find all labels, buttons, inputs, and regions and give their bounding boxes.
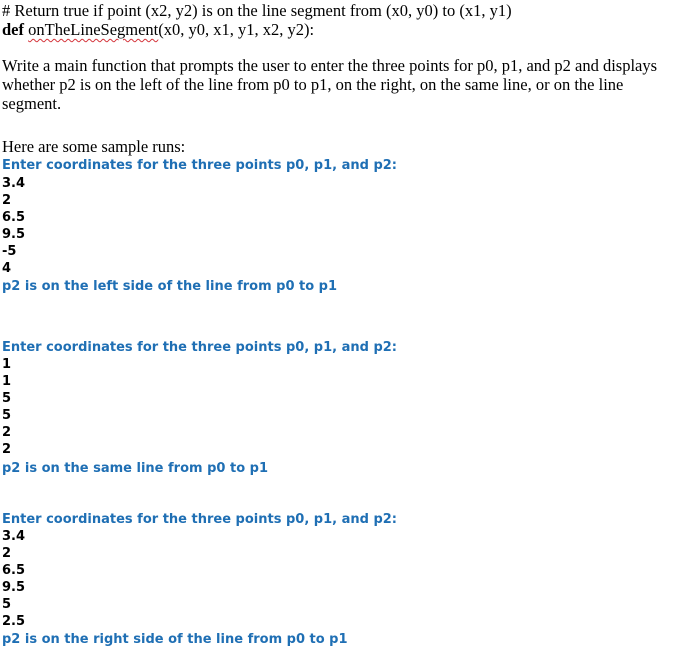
run-1-input: 4 (2, 261, 12, 276)
samples-intro: Here are some sample runs: (2, 137, 186, 156)
run-1-input: -5 (2, 244, 17, 259)
function-name: onTheLineSegment (28, 20, 159, 39)
run-3-input: 6.5 (2, 563, 26, 578)
run-1-input: 9.5 (2, 227, 26, 242)
run-2-result: p2 is on the same line from p0 to p1 (2, 461, 268, 476)
description-paragraph: Write a main function that prompts the user to enter the three points for p0, p1, and p2 and displays whether p2 is on the left of the line from p0 to p1, on the right, on the same line, or on the line segment. (2, 56, 658, 113)
run-3-input: 3.4 (2, 529, 26, 544)
run-1-result: p2 is on the left side of the line from p0 to p1 (2, 279, 338, 294)
run-2-input: 2 (2, 425, 12, 440)
run-1-input: 2 (2, 193, 12, 208)
run-3-input: 5 (2, 597, 12, 612)
run-2-prompt: Enter coordinates for the three points p0, p1, and p2: (2, 340, 398, 355)
header-comment: # Return true if point (x2, y2) is on the line segment from (x0, y0) to (x1, y1) (2, 1, 512, 20)
function-params: (x0, y0, x1, y1, x2, y2): (158, 20, 315, 39)
run-2-input: 1 (2, 374, 12, 389)
run-3-input: 9.5 (2, 580, 26, 595)
run-2-input: 2 (2, 442, 12, 457)
run-2-input: 5 (2, 408, 12, 423)
run-1-input: 6.5 (2, 210, 26, 225)
function-signature (2, 20, 314, 39)
run-1-input: 3.4 (2, 176, 26, 191)
run-1-prompt: Enter coordinates for the three points p0, p1, and p2: (2, 158, 398, 173)
run-3-result: p2 is on the right side of the line from p0 to p1 (2, 632, 348, 647)
run-3-input: 2.5 (2, 614, 26, 629)
run-3-prompt: Enter coordinates for the three points p0, p1, and p2: (2, 512, 398, 527)
def-keyword: def (2, 20, 24, 39)
run-2-input: 1 (2, 357, 12, 372)
run-2-input: 5 (2, 391, 12, 406)
run-3-input: 2 (2, 546, 12, 561)
